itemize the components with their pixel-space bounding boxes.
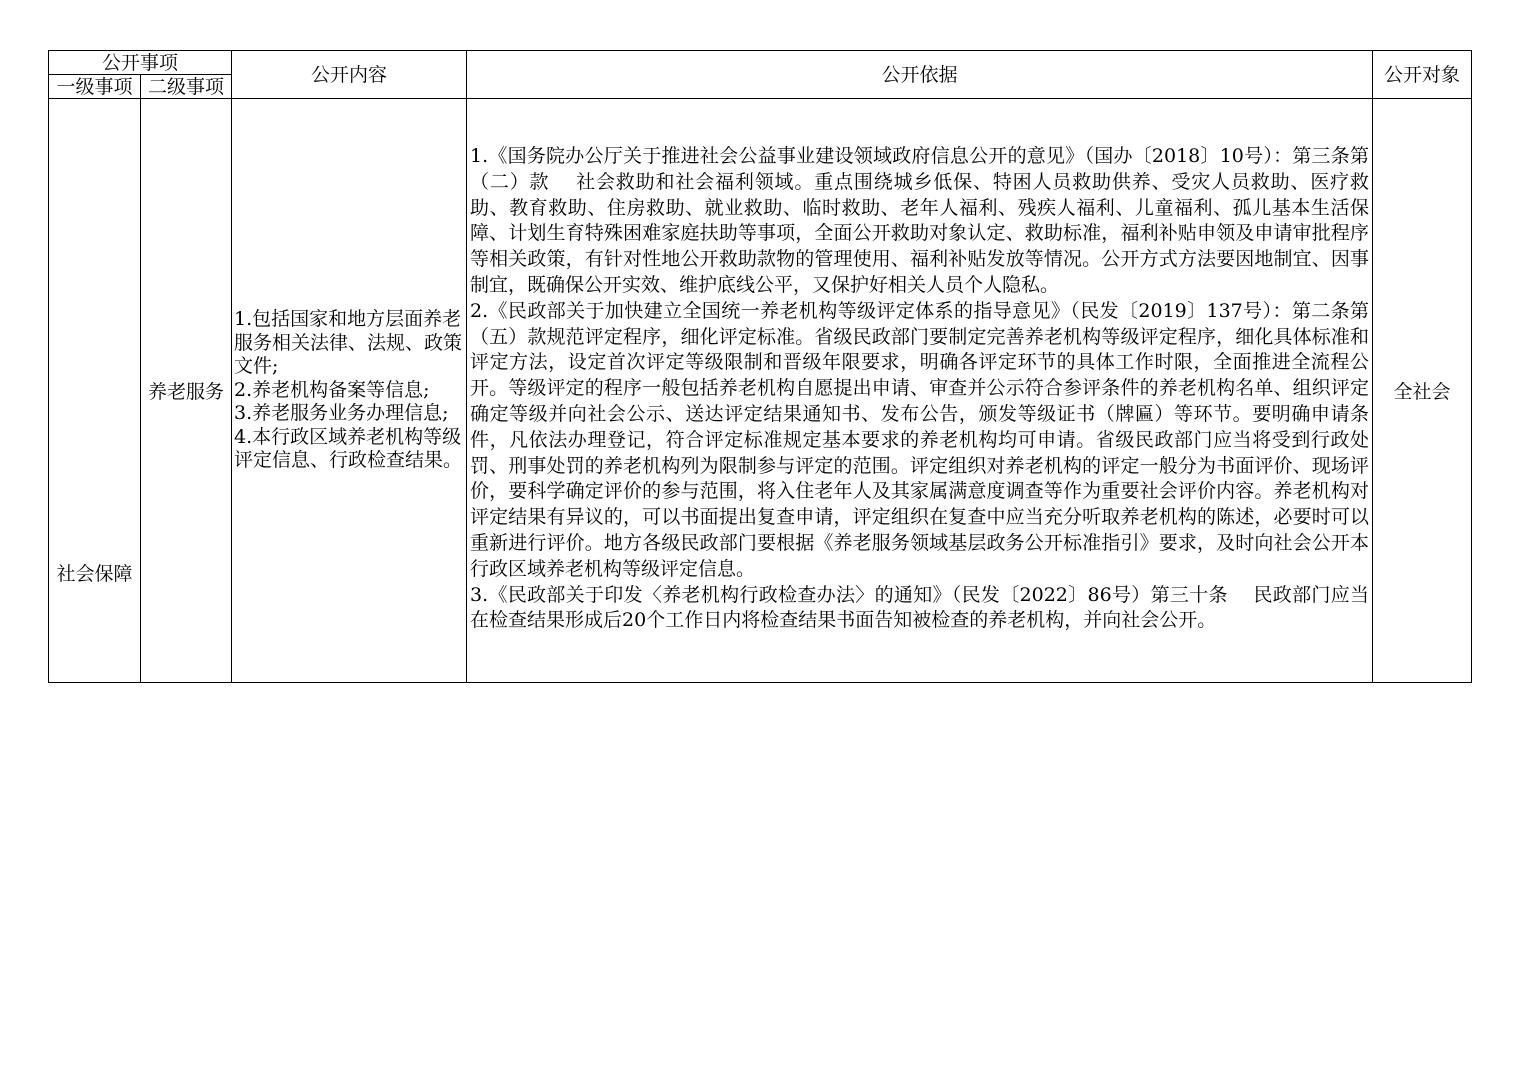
content-item: 4.本行政区域养老机构等级评定信息、行政检查结果。 <box>234 425 463 472</box>
content-item: 2.养老机构备案等信息; <box>234 378 430 401</box>
header-row-top <box>49 51 1472 75</box>
cell-level1: 社会保障 <box>49 99 141 683</box>
cell-basis <box>467 99 1373 683</box>
table-row <box>49 99 1472 683</box>
cell-target: 全社会 <box>1373 99 1472 683</box>
basis-item: 1.《国务院办公厅关于推进社会公益事业建设领域政府信息公开的意见》（国办〔2018〕10号）：第三条第（二）款 社会救助和社会福利领域。重点围绕城乡低保、特困人员救助供养、受灾人员救助、医疗救助、教育救助、住房救助、就业救助、临时救助、老年人福利、残疾人福利、儿童福利、孤儿基本生活保障、计划生育特殊困难家庭扶助等事项，全面公开救助对象认定、救助标准，福利补贴申领及申请审批程序等相关政策，有针对性地公开救助款物的管理使用、福利补贴发放等情况。公开方式方法要因地制宜、因事制宜，既确保公开实效、维护底线公平，又保护好相关人员个人隐私。 <box>470 145 1370 296</box>
content-item: 1.包括国家和地方层面养老服务相关法律、法规、政策文件; <box>234 308 463 378</box>
content-item: 3.养老服务业务办理信息; <box>234 402 449 425</box>
header-basis: 公开依据 <box>467 51 1373 99</box>
header-level2: 二级事项 <box>141 75 232 99</box>
header-content: 公开内容 <box>232 51 467 99</box>
header-item-group: 公开事项 <box>49 51 232 75</box>
basis-item: 3.《民政部关于印发〈养老机构行政检查办法〉的通知》（民发〔2022〕86号）第三十条 民政部门应当在检查结果形成后20个工作日内将检查结果书面告知被检查的养老机构，并向社会公开。 <box>470 583 1370 632</box>
basis-item: 2.《民政部关于加快建立全国统一养老机构等级评定体系的指导意见》（民发〔2019〕137号）：第二条第（五）款规范评定程序，细化评定标准。省级民政部门要制定完善养老机构等级评定程序，细化具体标准和评定方法，设定首次评定等级限制和晋级年限要求，明确各评定环节的具体工作时限，全面推进全流程公开。等级评定的程序一般包括养老机构自愿提出申请、审查并公示符合参评条件的养老机构名单、组织评定确定等级并向社会公示、送达评定结果通知书、发布公告，颁发等级证书（牌匾）等环节。要明确申请条件，凡依法办理登记，符合评定标准规定基本要求的养老机构均可申请。省级民政部门应当将受到行政处罚、刑事处罚的养老机构列为限制参与评定的范围。评定组织对养老机构的评定一般分为书面评价、现场评价，要科学确定评价的参与范围，将入住老年人及其家属满意度调查等作为重要社会评价内容。养老机构对评定结果有异议的，可以书面提出复查申请，评定组织在复查中应当充分听取养老机构的陈述，必要时可以重新进行评价。地方各级民政部门要根据《养老服务领域基层政务公开标准指引》要求，及时向社会公开本行政区域养老机构等级评定信息。 <box>470 299 1370 580</box>
cell-level2: 养老服务 <box>141 99 232 683</box>
cell-content <box>232 99 467 683</box>
header-target: 公开对象 <box>1373 51 1472 99</box>
header-level1: 一级事项 <box>49 75 141 99</box>
disclosure-table <box>48 50 1472 683</box>
